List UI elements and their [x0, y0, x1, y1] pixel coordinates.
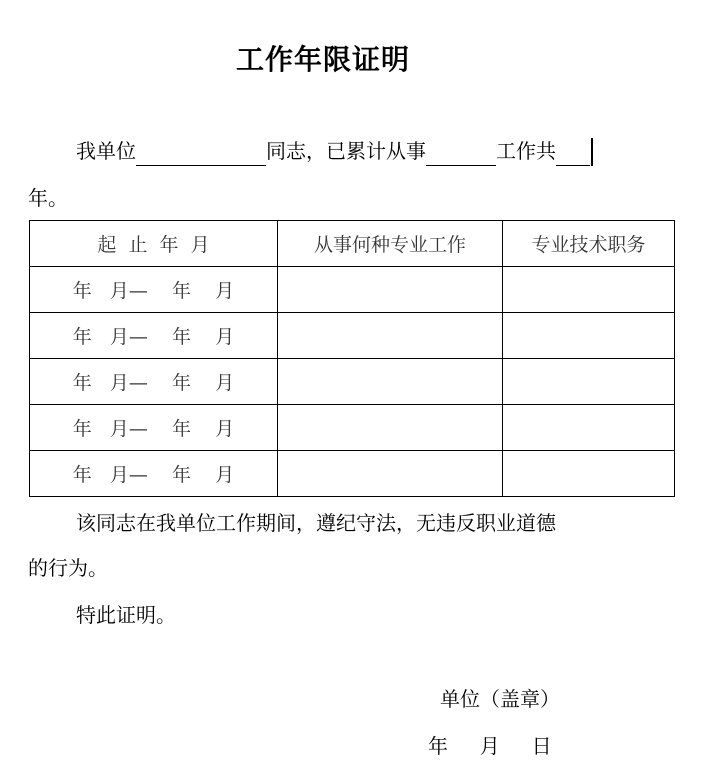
period-cell[interactable]: 年 月— 年 月 — [30, 313, 278, 359]
conduct-statement: 该同志在我单位工作期间，遵纪守法，无违反职业道德 — [76, 511, 556, 535]
work-cell[interactable] — [278, 313, 503, 359]
title-cell[interactable] — [503, 267, 675, 313]
title-cell[interactable] — [503, 405, 675, 451]
title-cell[interactable] — [503, 359, 675, 405]
work-cell[interactable] — [278, 267, 503, 313]
field-blank[interactable] — [426, 141, 496, 166]
statement-line-end: 年。 — [28, 186, 68, 210]
statement-mid1: 同志，已累计从事 — [266, 139, 426, 163]
period-cell[interactable]: 年 月— 年 月 — [30, 359, 278, 405]
document-title: 工作年限证明 — [236, 43, 411, 76]
period-cell[interactable]: 年 月— 年 月 — [30, 267, 278, 313]
unit-seal-label: 单位（盖章） — [440, 687, 560, 711]
closing-statement: 特此证明。 — [76, 603, 176, 627]
statement-line — [76, 136, 593, 166]
sign-date: 年 月 日 — [428, 734, 552, 758]
statement-prefix: 我单位 — [76, 139, 136, 163]
header-work: 从事何种专业工作 — [278, 221, 503, 267]
header-period: 起 止 年 月 — [30, 221, 278, 267]
table-header-row — [30, 221, 675, 267]
name-blank[interactable] — [136, 141, 266, 166]
header-title: 专业技术职务 — [503, 221, 675, 267]
period-cell[interactable]: 年 月— 年 月 — [30, 451, 278, 497]
table-row — [30, 451, 675, 497]
title-cell[interactable] — [503, 313, 675, 359]
conduct-statement-end: 的行为。 — [28, 556, 108, 580]
years-blank[interactable] — [556, 141, 590, 166]
title-cell[interactable] — [503, 451, 675, 497]
table-row — [30, 313, 675, 359]
table-row — [30, 405, 675, 451]
work-cell[interactable] — [278, 405, 503, 451]
work-cell[interactable] — [278, 451, 503, 497]
table-row — [30, 359, 675, 405]
work-history-table — [29, 220, 675, 497]
work-cell[interactable] — [278, 359, 503, 405]
statement-mid2: 工作共 — [496, 139, 556, 163]
table-row — [30, 267, 675, 313]
period-cell[interactable]: 年 月— 年 月 — [30, 405, 278, 451]
text-cursor — [591, 138, 593, 166]
